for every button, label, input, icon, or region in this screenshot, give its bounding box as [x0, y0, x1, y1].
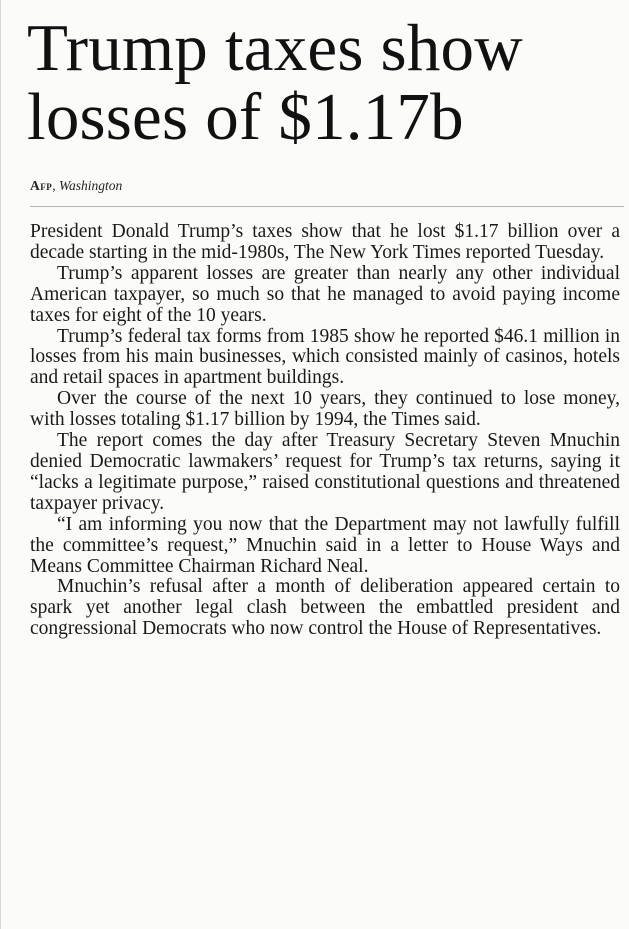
dateline-separator: ,: [52, 178, 59, 193]
article-body: [30, 222, 620, 640]
paragraph: Trump’s apparent losses are greater than nearly any other individual American taxpayer, so much so that he managed to avoid paying income taxes for eight of the 10 years.: [30, 262, 620, 326]
paragraph: Trump’s federal tax forms from 1985 show he reported $46.1 million in losses from his main businesses, which consisted mainly of casinos, hotels and retail spaces in apartment buildings.: [30, 325, 620, 389]
paragraph: “I am informing you now that the Department may not lawfully fulfill the committee’s request,” Mnuchin said in a letter to House Ways and Means Committee Chairman Richard Neal.: [30, 513, 620, 577]
divider-rule: [30, 206, 624, 207]
paragraph: Mnuchin’s refusal after a month of deliberation appeared certain to spark yet another legal clash between the embattled president and congressional Democrats who now control the House of Representatives.: [30, 576, 620, 640]
paragraph: President Donald Trump’s taxes show that he lost $1.17 billion over a decade starting in the mid-1980s, The New York Times reported Tuesday.: [30, 221, 620, 263]
dateline-place: Washington: [59, 178, 123, 193]
paragraph: The report comes the day after Treasury Secretary Steven Mnuchin denied Democratic lawmakers’ request for Trump’s tax returns, saying it “lacks a legitimate purpose,” raised constitutional questions and threatened taxpayer privacy.: [30, 430, 620, 514]
dateline-agency: Afp: [30, 178, 53, 193]
paragraph: Over the course of the next 10 years, they continued to lose money, with losses totaling $1.17 billion by 1994, the Times said.: [30, 388, 620, 431]
dateline: [30, 178, 122, 194]
headline: Trump taxes show losses of $1.17b: [27, 11, 523, 154]
